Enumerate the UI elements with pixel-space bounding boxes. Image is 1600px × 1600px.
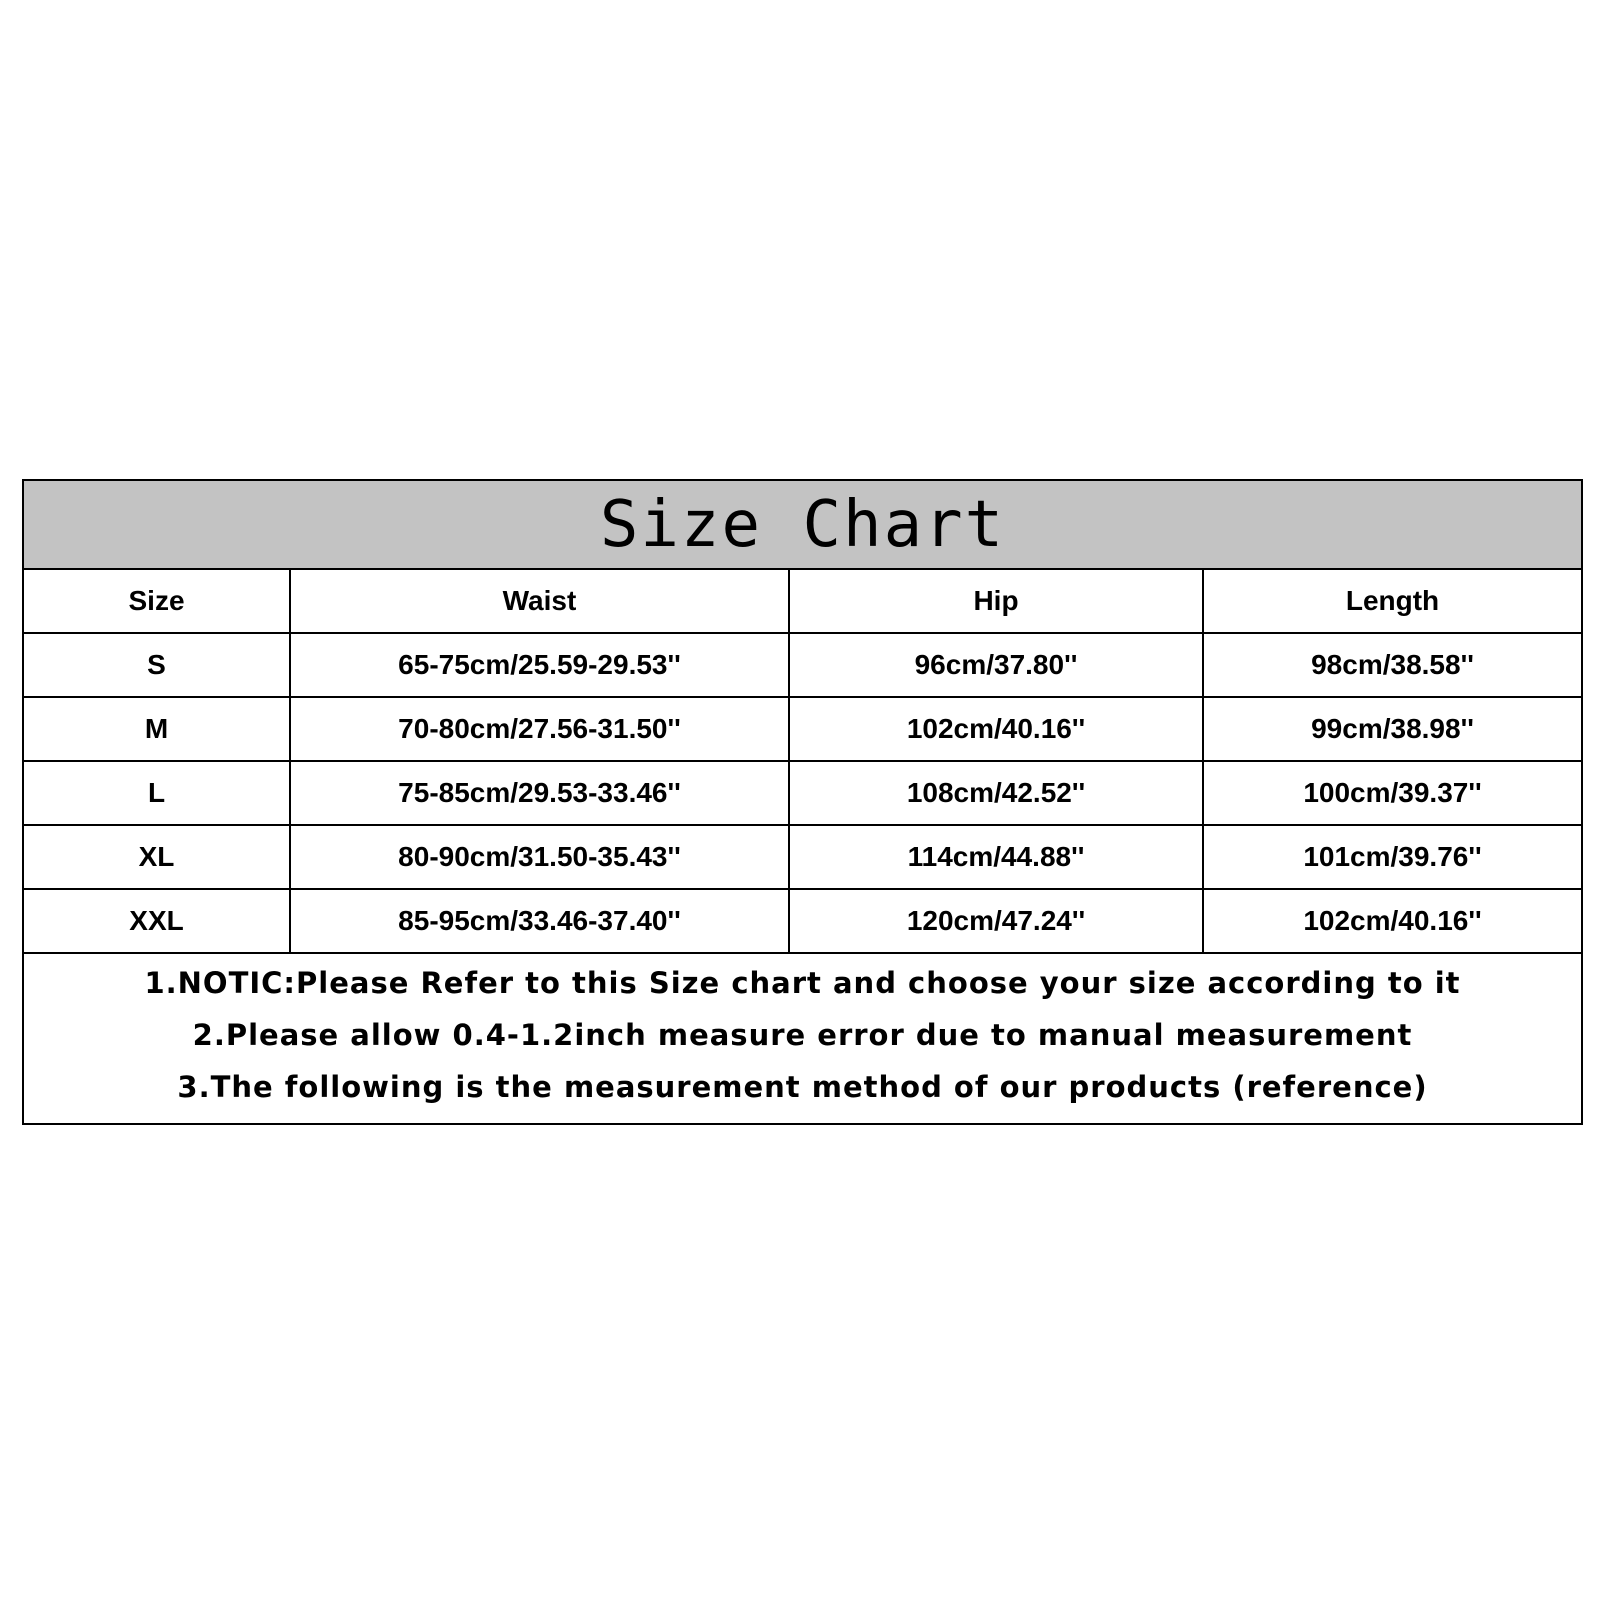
table-row	[24, 825, 1581, 889]
cell-hip: 102cm/40.16''	[789, 697, 1203, 761]
cell-size: L	[24, 761, 290, 825]
cell-length: 100cm/39.37''	[1203, 761, 1581, 825]
table-row	[24, 633, 1581, 697]
notes-section	[24, 954, 1581, 1122]
cell-size: S	[24, 633, 290, 697]
note-1: 1.NOTIC:Please Refer to this Size chart and choose your size according to it	[144, 966, 1461, 1000]
cell-waist: 85-95cm/33.46-37.40''	[290, 889, 789, 953]
header-waist: Waist	[290, 570, 789, 633]
cell-waist: 70-80cm/27.56-31.50''	[290, 697, 789, 761]
cell-length: 101cm/39.76''	[1203, 825, 1581, 889]
chart-title: Size Chart	[599, 487, 1006, 562]
cell-length: 99cm/38.98''	[1203, 697, 1581, 761]
note-3: 3.The following is the measurement method of our products (reference)	[177, 1070, 1428, 1104]
cell-hip: 120cm/47.24''	[789, 889, 1203, 953]
cell-length: 102cm/40.16''	[1203, 889, 1581, 953]
table-row	[24, 761, 1581, 825]
size-table	[24, 570, 1581, 954]
cell-size: XL	[24, 825, 290, 889]
cell-size: XXL	[24, 889, 290, 953]
table-row	[24, 697, 1581, 761]
cell-hip: 114cm/44.88''	[789, 825, 1203, 889]
header-size: Size	[24, 570, 290, 633]
header-hip: Hip	[789, 570, 1203, 633]
cell-waist: 65-75cm/25.59-29.53''	[290, 633, 789, 697]
cell-hip: 96cm/37.80''	[789, 633, 1203, 697]
table-row	[24, 889, 1581, 953]
table-header-row	[24, 570, 1581, 633]
cell-length: 98cm/38.58''	[1203, 633, 1581, 697]
cell-size: M	[24, 697, 290, 761]
cell-waist: 80-90cm/31.50-35.43''	[290, 825, 789, 889]
header-length: Length	[1203, 570, 1581, 633]
note-2: 2.Please allow 0.4-1.2inch measure error due to manual measurement	[192, 1018, 1413, 1052]
cell-waist: 75-85cm/29.53-33.46''	[290, 761, 789, 825]
cell-hip: 108cm/42.52''	[789, 761, 1203, 825]
title-bar	[24, 481, 1581, 570]
size-chart	[22, 479, 1583, 1125]
